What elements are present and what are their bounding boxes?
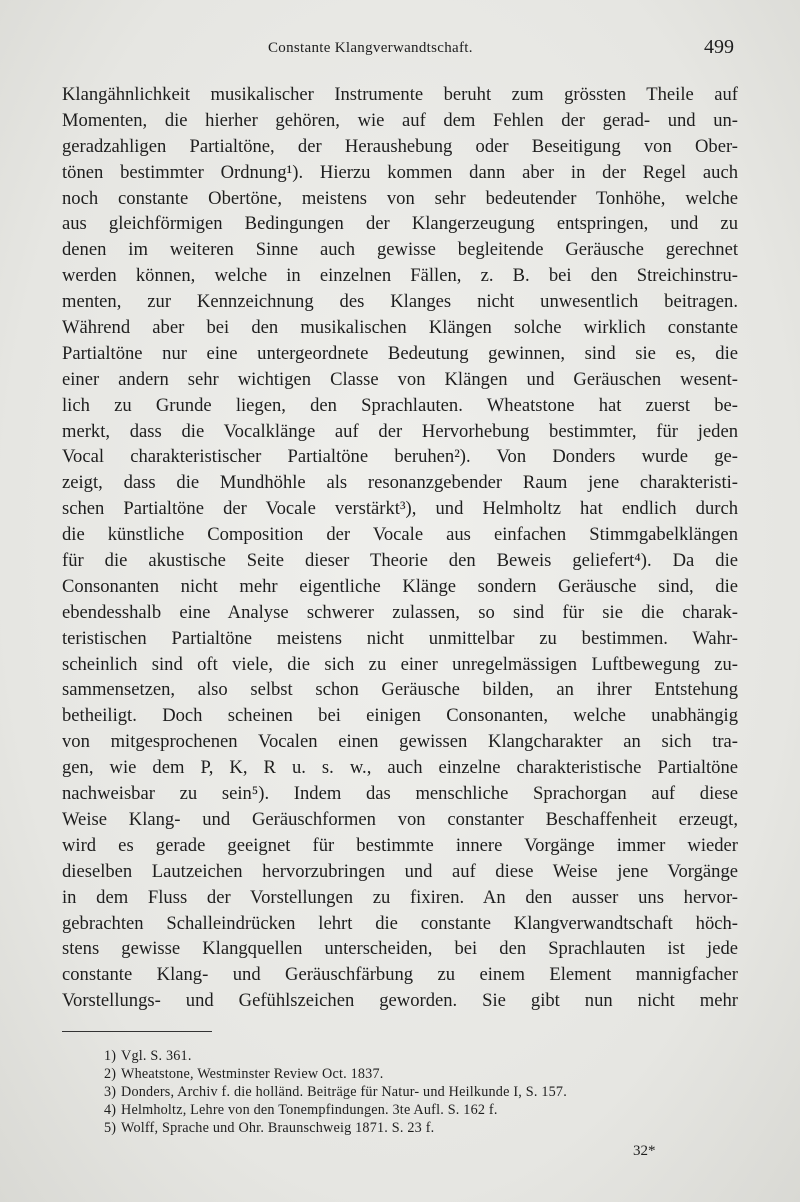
signature-mark: 32* <box>633 1143 656 1159</box>
text-line: tönen bestimmter Ordnung¹). Hierzu kommen dann aber in der Regel auch <box>62 161 738 183</box>
text-line: gebrachten Schalleindrücken lehrt die constante Klangverwandtschaft höch- <box>62 912 738 934</box>
text-line: menten, zur Kennzeichnung des Klanges nicht unwesentlich beitragen. <box>62 291 738 313</box>
text-line: noch constante Obertöne, meistens von sehr bedeutender Tonhöhe, welche <box>62 187 738 209</box>
text-line: Weise Klang- und Geräuschformen von constanter Beschaffenheit erzeugt, <box>62 808 738 830</box>
footnotes <box>104 1047 744 1137</box>
text-line: in dem Fluss der Vorstellungen zu fixiren. An den ausser uns hervor- <box>62 886 738 908</box>
text-line: lich zu Grunde liegen, den Sprachlauten. Wheatstone hat zuerst be- <box>62 394 738 416</box>
footnote <box>104 1101 744 1119</box>
running-head <box>0 36 800 64</box>
text-line: schen Partialtöne der Vocale verstärkt³), und Helmholtz hat endlich durch <box>62 498 738 520</box>
text-line: sammensetzen, also selbst schon Geräusche bilden, an ihrer Entstehung <box>62 679 738 701</box>
text-line: werden können, welche in einzelnen Fällen, z. B. bei den Streichinstru- <box>62 265 738 287</box>
footnote-rule <box>62 1031 212 1032</box>
text-line: dieselben Lautzeichen hervorzubringen und auf diese Weise jene Vorgänge <box>62 860 738 882</box>
text-line: Vorstellungs- und Gefühlszeichen geworden. Sie gibt nun nicht mehr <box>62 990 738 1012</box>
text-line: wird es gerade geeignet für bestimmte innere Vorgänge immer wieder <box>62 834 738 856</box>
footnote-marker: 3) <box>104 1084 117 1100</box>
text-line: zeigt, dass die Mundhöhle als resonanzgebender Raum jene charakteristi- <box>62 472 738 494</box>
footnote-text: Wolff, Sprache und Ohr. Braunschweig 1871. S. 23 f. <box>121 1120 435 1136</box>
footnote <box>104 1083 744 1101</box>
text-line: constante Klang- und Geräuschfärbung zu einem Element mannigfacher <box>62 964 738 986</box>
text-line: aus gleichförmigen Bedingungen der Klangerzeugung entspringen, und zu <box>62 213 738 235</box>
text-line: Klangähnlichkeit musikalischer Instrumente beruht zum grössten Theile auf <box>62 84 738 105</box>
text-line: scheinlich sind oft viele, die sich zu einer unregelmässigen Luftbewegung zu- <box>62 653 738 675</box>
text-line: Während aber bei den musikalischen Klängen solche wirklich constante <box>62 317 738 339</box>
text-line: denen im weiteren Sinne auch gewisse begleitende Geräusche gerechnet <box>62 239 738 261</box>
footnote-marker: 2) <box>104 1066 117 1082</box>
text-line: von mitgesprochenen Vocalen einen gewissen Klangcharakter an sich tra- <box>62 731 738 753</box>
footnote <box>104 1065 744 1083</box>
text-line: Partialtöne nur eine untergeordnete Bedeutung gewinnen, sind sie es, die <box>62 342 738 364</box>
text-line: die künstliche Composition der Vocale aus einfachen Stimmgabelklängen <box>62 524 738 546</box>
text-line: ebendesshalb eine Analyse schwerer zulassen, so sind für sie die charak- <box>62 601 738 623</box>
footnote-text: Donders, Archiv f. die holländ. Beiträge für Natur- und Heilkunde I, S. 157. <box>121 1084 567 1100</box>
text-line: Vocal charakteristischer Partialtöne beruhen²). Von Donders wurde ge- <box>62 446 738 468</box>
text-line: gen, wie dem P, K, R u. s. w., auch einzelne charakteristische Partialtöne <box>62 757 738 779</box>
footnote-text: Vgl. S. 361. <box>121 1048 192 1064</box>
footnote <box>104 1047 744 1065</box>
text-line: geradzahligen Partialtöne, der Heraushebung oder Beseitigung von Ober- <box>62 135 738 157</box>
text-line: betheiligt. Doch scheinen bei einigen Consonanten, welche unabhängig <box>62 705 738 727</box>
text-line: einer andern sehr wichtigen Classe von Klängen und Geräuschen wesent- <box>62 368 738 390</box>
running-head-title: Constante Klangverwandtschaft. <box>268 40 473 56</box>
footnote-marker: 5) <box>104 1120 117 1136</box>
text-line: Momenten, die hierher gehören, wie auf dem Fehlen der gerad- und un- <box>62 109 738 131</box>
footnote-marker: 4) <box>104 1102 117 1118</box>
text-line: Consonanten nicht mehr eigentliche Klänge sondern Geräusche sind, die <box>62 575 738 597</box>
page-number: 499 <box>704 36 734 58</box>
footnote-text: Wheatstone, Westminster Review Oct. 1837. <box>121 1066 384 1082</box>
footnote <box>104 1119 744 1137</box>
footnote-marker: 1) <box>104 1048 117 1064</box>
text-line: teristischen Partialtöne meistens nicht unmittelbar zu bestimmen. Wahr- <box>62 627 738 649</box>
footnote-text: Helmholtz, Lehre von den Tonempfindungen. 3te Aufl. S. 162 f. <box>121 1102 498 1118</box>
text-line: für die akustische Seite dieser Theorie den Beweis geliefert⁴). Da die <box>62 550 738 572</box>
body-text <box>62 82 738 1014</box>
text-line: merkt, dass die Vocalklänge auf der Hervorhebung bestimmter, für jeden <box>62 420 738 442</box>
text-line: nachweisbar zu sein⁵). Indem das menschliche Sprachorgan auf diese <box>62 783 738 805</box>
text-line: stens gewisse Klangquellen unterscheiden, bei den Sprachlauten ist jede <box>62 938 738 960</box>
